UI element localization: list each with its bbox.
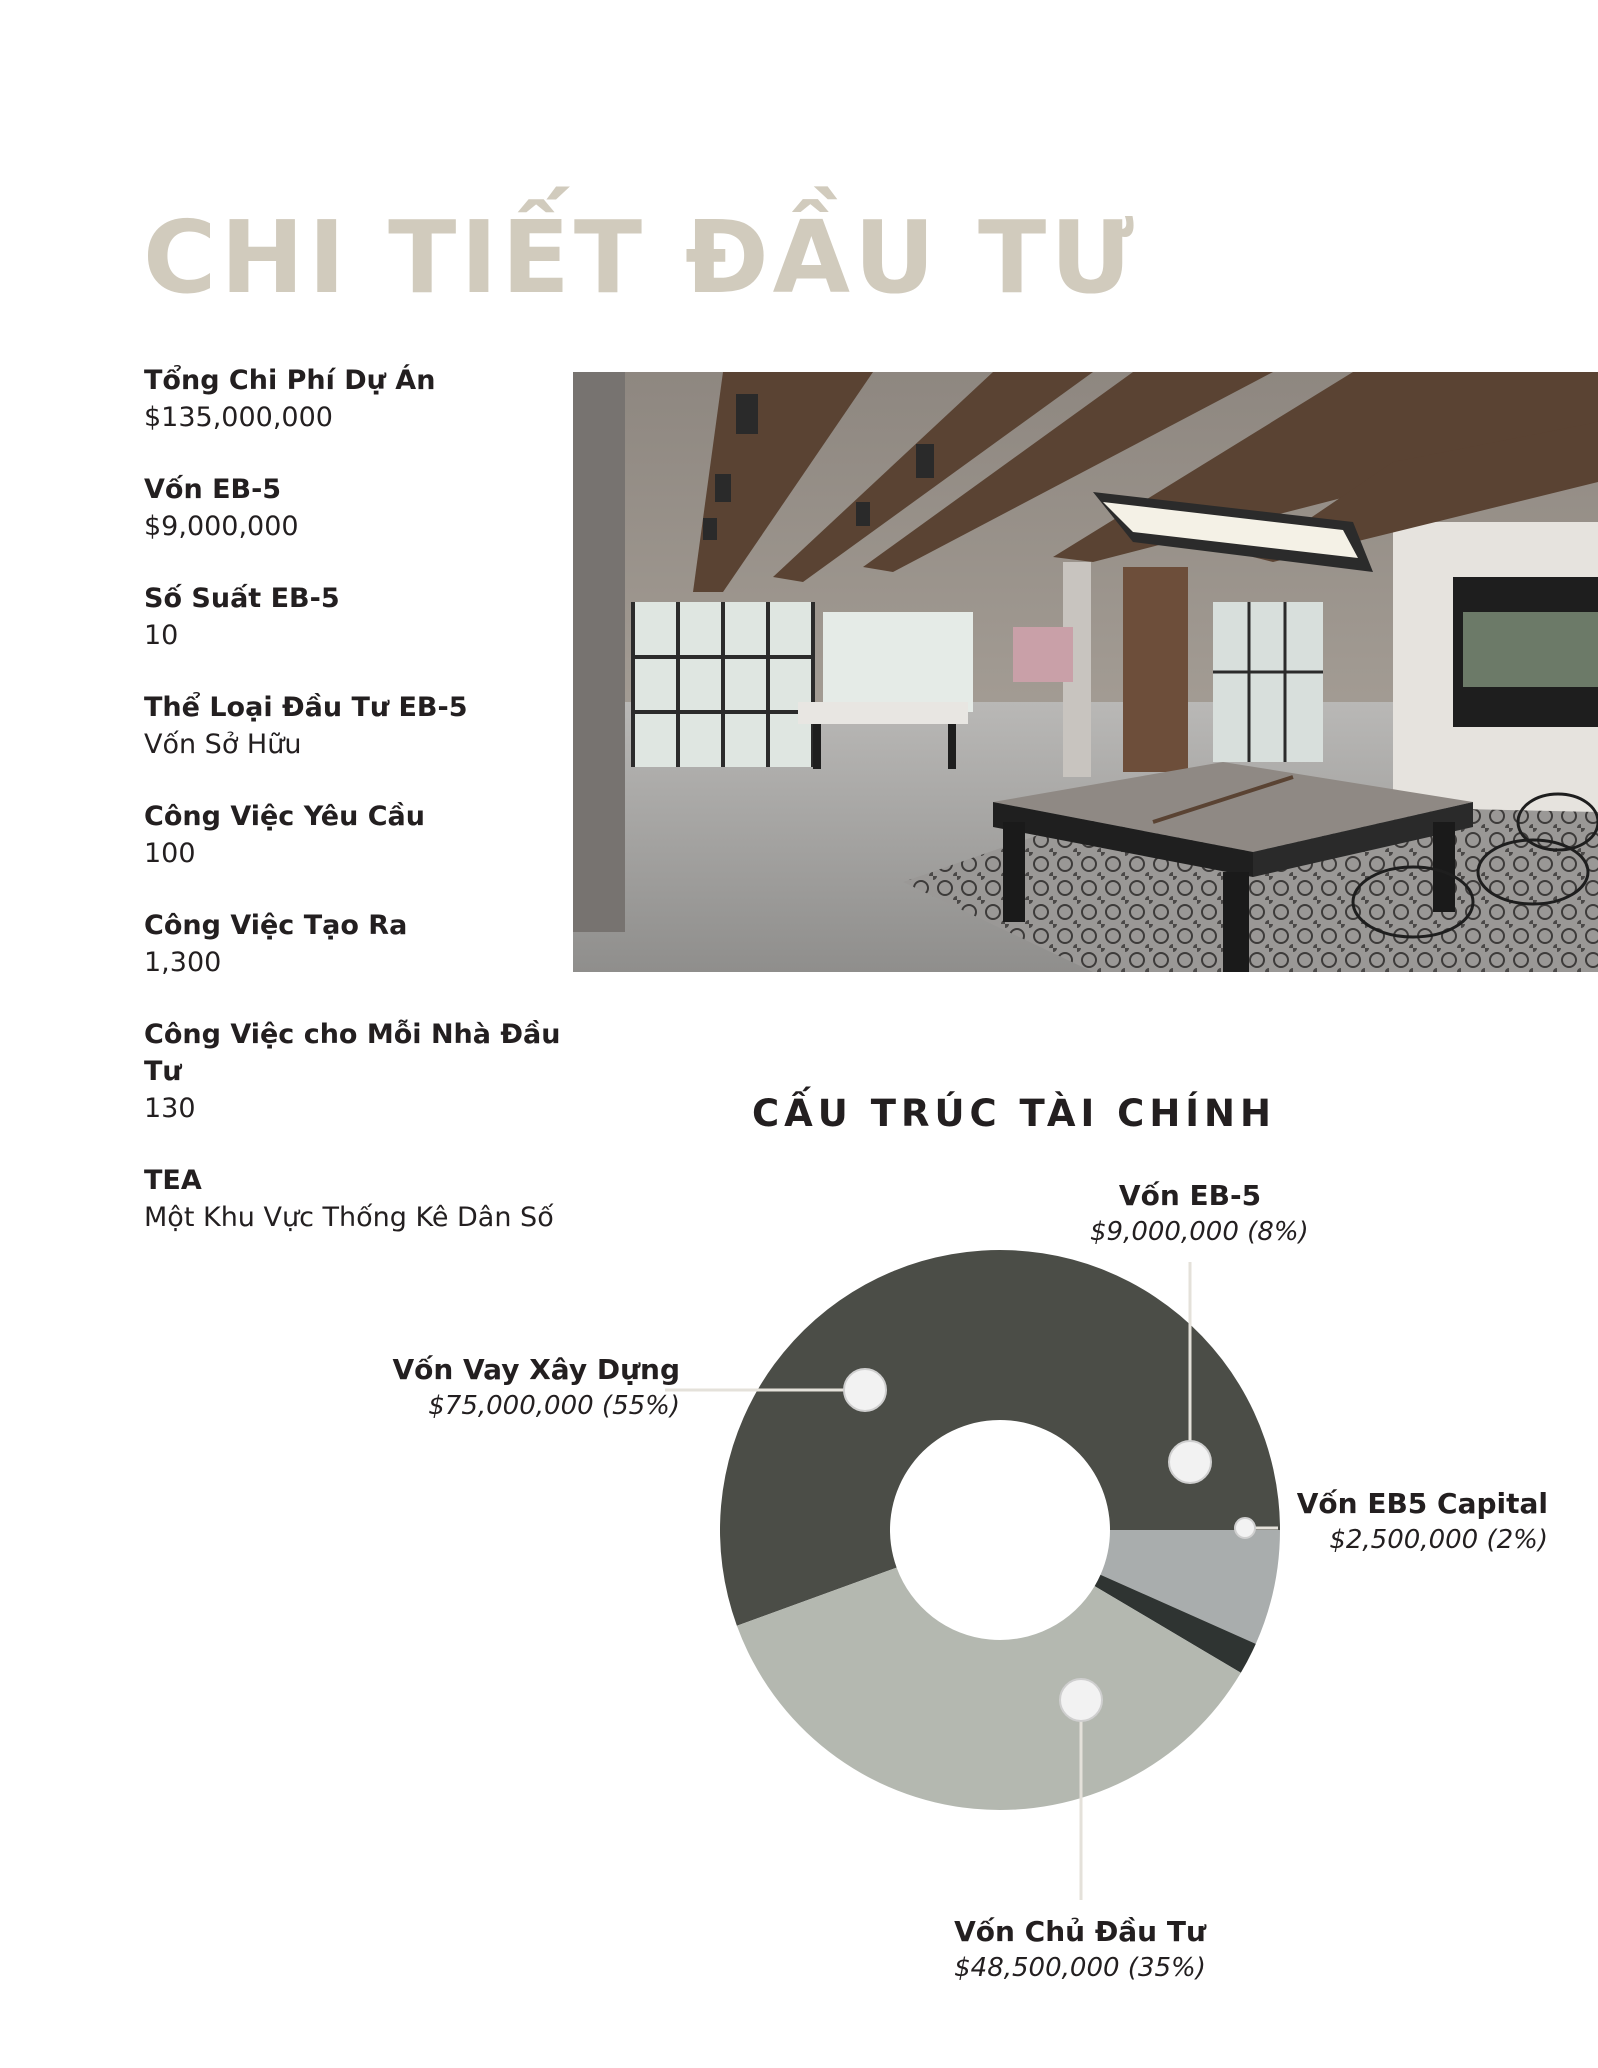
detail-value: $135,000,000 — [144, 402, 333, 433]
detail-value: 1,300 — [144, 947, 222, 978]
callout-label: Vốn Vay Xây Dựng — [392, 1353, 680, 1386]
detail-label: Công Việc cho Mỗi Nhà Đầu Tư — [144, 1019, 561, 1087]
marker-developer-equity — [1060, 1679, 1102, 1721]
slice-eb5 — [1100, 1530, 1280, 1644]
callout-value: $9,000,000 (8%) — [1090, 1217, 1309, 1247]
detail-eb5-capital — [144, 471, 564, 545]
detail-label: TEA — [144, 1165, 202, 1196]
marker-eb5-capital — [1235, 1518, 1255, 1538]
investment-details — [144, 362, 564, 1271]
callout-value: $48,500,000 (35%) — [954, 1953, 1206, 1983]
slice-developer-equity — [737, 1568, 1241, 1810]
detail-jobs-created — [144, 907, 564, 981]
detail-label: Tổng Chi Phí Dự Án — [144, 365, 436, 396]
detail-label: Vốn EB-5 — [144, 474, 282, 505]
callout-label: Vốn EB5 Capital — [1296, 1487, 1548, 1520]
detail-tea — [144, 1162, 564, 1236]
page-title: CHI TIẾT ĐẦU TƯ — [143, 199, 1138, 316]
callout-value: $75,000,000 (55%) — [428, 1391, 680, 1421]
detail-value: $9,000,000 — [144, 511, 299, 542]
callout-label: Vốn Chủ Đầu Tư — [954, 1915, 1206, 1948]
marker-construction-loan — [844, 1369, 886, 1411]
slice-eb5-capital — [1095, 1575, 1256, 1673]
detail-value: Vốn Sở Hữu — [144, 729, 302, 760]
detail-value: 100 — [144, 838, 196, 869]
detail-eb5-slots — [144, 580, 564, 654]
detail-investment-type — [144, 689, 564, 763]
detail-value: Một Khu Vực Thống Kê Dân Số — [144, 1202, 554, 1233]
detail-total-cost — [144, 362, 564, 436]
detail-value: 10 — [144, 620, 179, 651]
detail-value: 130 — [144, 1093, 196, 1124]
marker-eb5 — [1169, 1441, 1211, 1483]
photo-illustration — [573, 372, 1598, 972]
detail-jobs-required — [144, 798, 564, 872]
detail-label: Công Việc Tạo Ra — [144, 910, 408, 941]
callout-eb5 — [1090, 1178, 1309, 1250]
amenity-room-photo — [573, 372, 1598, 972]
detail-label: Công Việc Yêu Cầu — [144, 801, 425, 832]
detail-label: Số Suất EB-5 — [144, 583, 340, 614]
callout-eb5-capital — [1258, 1486, 1548, 1558]
financial-structure-title: CẤU TRÚC TÀI CHÍNH — [752, 1092, 1276, 1135]
slice-construction-loan — [720, 1250, 1280, 1626]
callout-label: Vốn EB-5 — [1118, 1179, 1262, 1212]
detail-jobs-per-investor — [144, 1016, 564, 1127]
callout-developer-equity — [930, 1914, 1230, 1986]
callout-construction-loan — [380, 1352, 680, 1424]
callout-value: $2,500,000 (2%) — [1329, 1525, 1548, 1555]
detail-label: Thể Loại Đầu Tư EB-5 — [144, 692, 468, 723]
